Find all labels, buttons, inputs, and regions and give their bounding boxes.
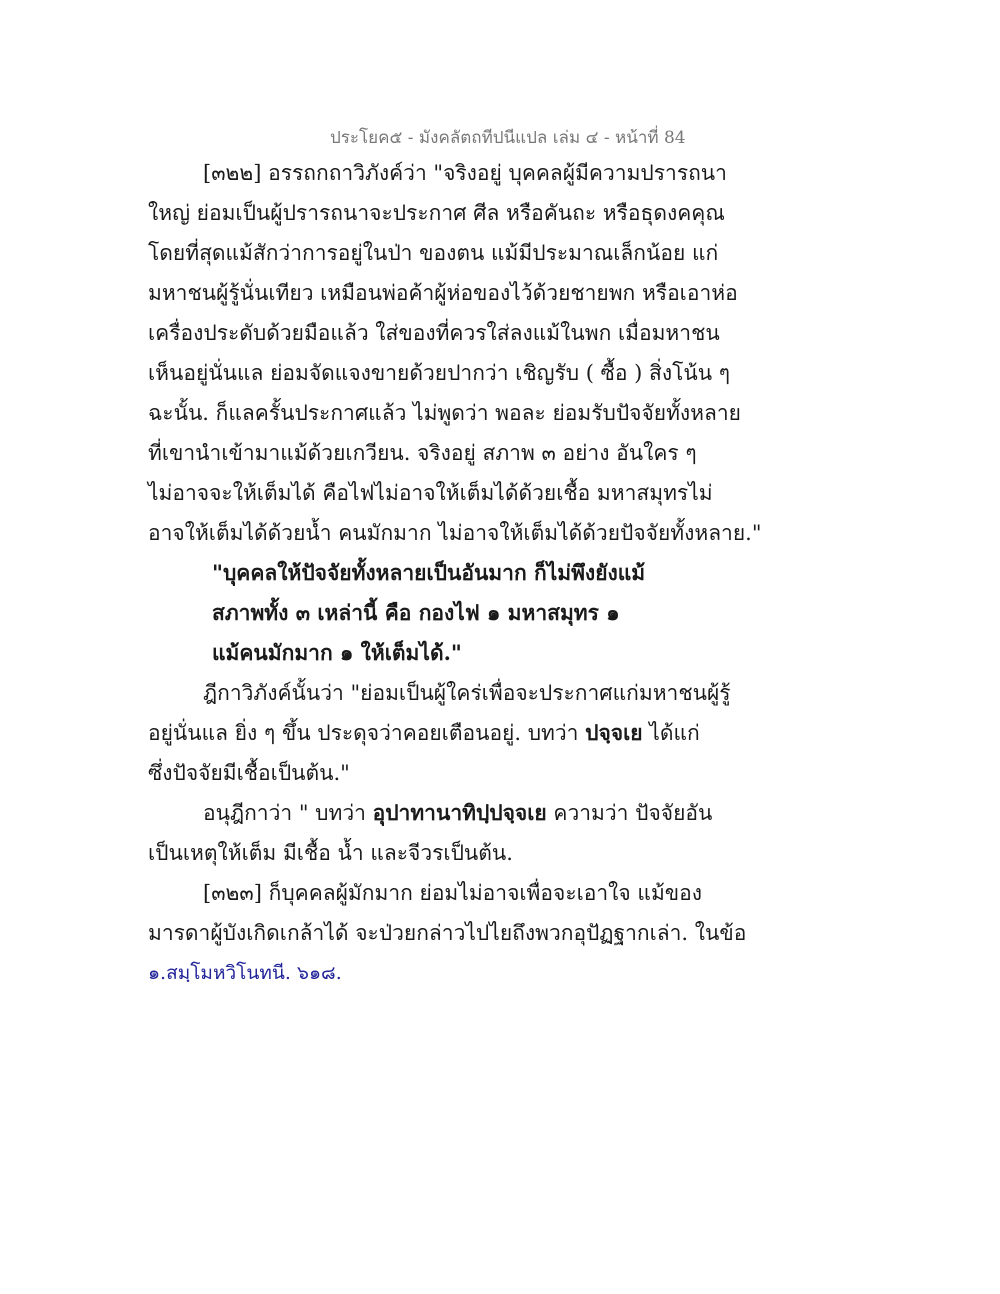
- paragraph-1-line-8: ที่เขานำเข้ามาแม้ด้วยเกวียน. จริงอยู่ สภาพ ๓ อย่าง อันใคร ๆ: [148, 441, 697, 465]
- paragraph-1-line-3: โดยที่สุดแม้สักว่าการอยู่ในป่า ของตน แม้มีประมาณเล็กน้อย แก่: [148, 241, 719, 265]
- pali-term-paccaye: ปจฺจเย: [585, 720, 643, 745]
- paragraph-2-line-1: ฎีกาวิภังค์นั้นว่า "ย่อมเป็นผู้ใคร่เพื่อจะประกาศแก่มหาชนผู้รู้: [203, 681, 731, 705]
- paragraph-1-line-9: ไม่อาจจะให้เต็มได้ คือไฟไม่อาจให้เต็มได้ด้วยเชื้อ มหาสมุทรไม่: [148, 481, 713, 505]
- pali-term-upadanadippaccaye: อุปาทานาทิปฺปจฺจเย: [372, 800, 547, 825]
- paragraph-2-line-2: [148, 718, 700, 748]
- paragraph-1-line-5: เครื่องประดับด้วยมือแล้ว ใส่ของที่ควรใส่ลงแม้ในพก เมื่อมหาชน: [148, 321, 720, 345]
- paragraph-4-line-2: มารดาผู้บังเกิดเกล้าได้ จะป่วยกล่าวไปไยถึงพวกอุปัฏฐากเล่า. ในข้อ: [148, 921, 747, 945]
- paragraph-3-line-1: [203, 798, 712, 828]
- paragraph-3-line-1-text: อนุฎีกาว่า " บทว่า: [203, 801, 373, 825]
- footnote: ๑.สมฺโมหวิโนทนี. ๖๑๘.: [148, 962, 342, 984]
- verse-line-2: สภาพทั้ง ๓ เหล่านี้ คือ กองไฟ ๑ มหาสมุทร ๑: [212, 600, 620, 625]
- paragraph-2-line-2-tail: ได้แก่: [642, 721, 700, 745]
- paragraph-2-line-2-text: อยู่นั่นแล ยิ่ง ๆ ขึ้น ประดุจว่าคอยเตือนอยู่. บทว่า: [148, 721, 586, 745]
- page-header: ประโยค๕ - มังคลัตถทีปนีแปล เล่ม ๔ - หน้าที่ 84: [330, 128, 686, 148]
- paragraph-1-line-7: ฉะนั้น. ก็แลครั้นประกาศแล้ว ไม่พูดว่า พอละ ย่อมรับปัจจัยทั้งหลาย: [148, 401, 741, 425]
- paragraph-1-line-6: เห็นอยู่นั่นแล ย่อมจัดแจงขายด้วยปากว่า เชิญรับ ( ซื้อ ) สิ่งโน้น ๆ: [148, 361, 731, 385]
- verse-line-3: แม้คนมักมาก ๑ ให้เต็มได้.": [212, 640, 462, 665]
- paragraph-1-line-1: [๓๒๒] อรรถกถาวิภังค์ว่า "จริงอยู่ บุคคลผู้มีความปรารถนา: [203, 161, 727, 185]
- paragraph-1-line-4: มหาชนผู้รู้นั่นเทียว เหมือนพ่อค้าผู้ห่อของไว้ด้วยชายพก หรือเอาห่อ: [148, 281, 738, 305]
- verse-line-1: "บุคคลให้ปัจจัยทั้งหลายเป็นอันมาก ก็ไม่พึงยังแม้: [212, 560, 646, 585]
- paragraph-4-line-1: [๓๒๓] ก็บุคคลผู้มักมาก ย่อมไม่อาจเพื่อจะเอาใจ แม้ของ: [203, 881, 703, 905]
- paragraph-3-line-2: เป็นเหตุให้เต็ม มีเชื้อ น้ำ และจีวรเป็นต้น.: [148, 841, 513, 865]
- paragraph-1-line-2: ใหญ่ ย่อมเป็นผู้ปรารถนาจะประกาศ ศีล หรือคันถะ หรือธุดงคคุณ: [148, 201, 725, 225]
- paragraph-1-line-10: อาจให้เต็มได้ด้วยน้ำ คนมักมาก ไม่อาจให้เต็มได้ด้วยปัจจัยทั้งหลาย.": [148, 521, 762, 545]
- paragraph-3-line-1-tail: ความว่า ปัจจัยอัน: [546, 801, 713, 825]
- paragraph-2-line-3: ซึ่งปัจจัยมีเชื้อเป็นต้น.": [148, 761, 350, 785]
